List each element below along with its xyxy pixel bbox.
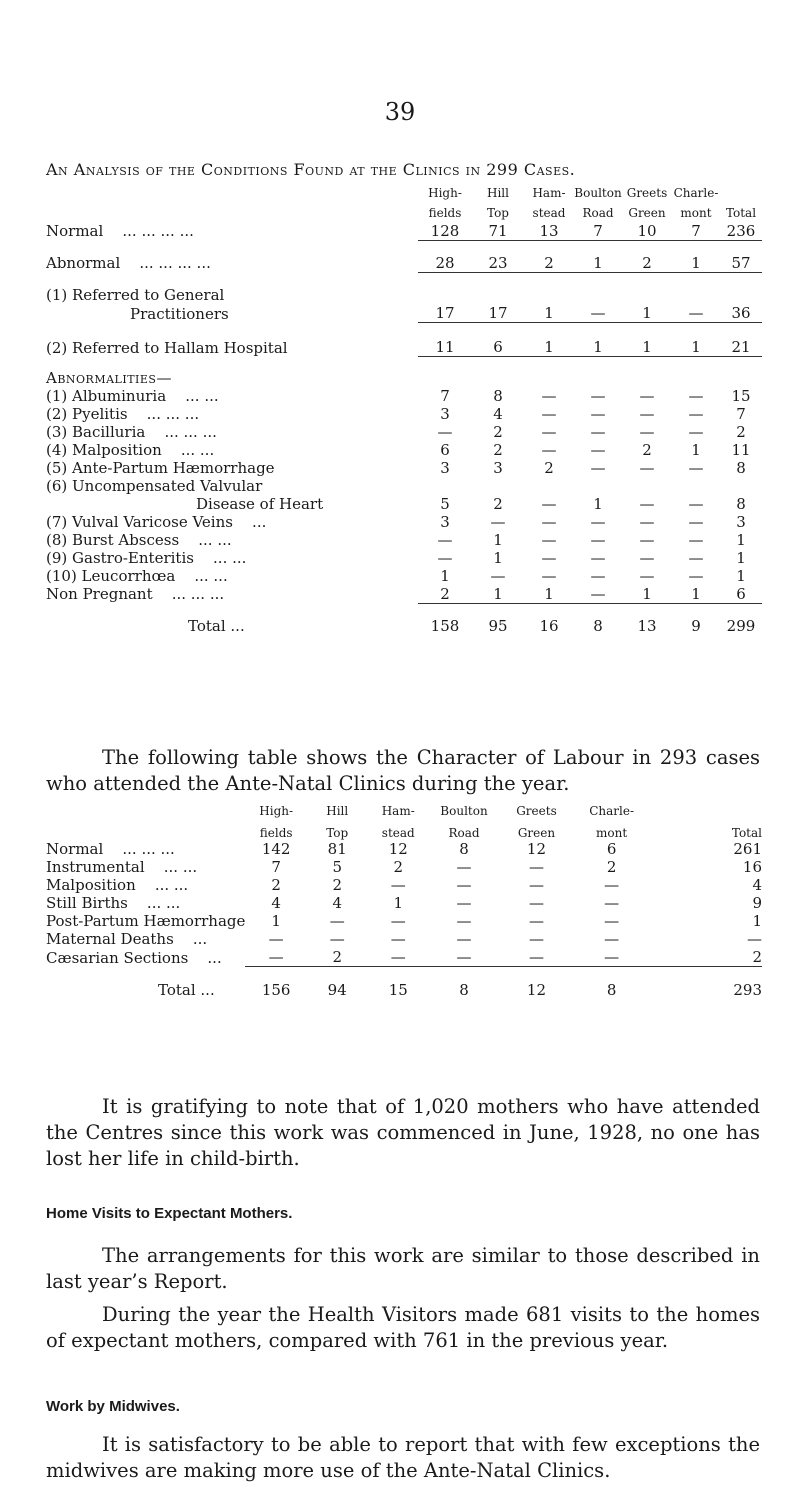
cell: 1 — [544, 304, 554, 322]
cell: 21 — [731, 338, 751, 356]
cell: 15 — [388, 980, 408, 999]
cell: — — [688, 512, 704, 531]
cell: 28 — [435, 253, 455, 272]
row-label: Cæsarian Sections — [46, 948, 189, 967]
cell: — — [590, 584, 606, 603]
cell: — — [329, 930, 345, 948]
leader-dots: ... — [207, 948, 222, 967]
cell: 1 — [736, 530, 746, 549]
labour-row — [46, 876, 762, 894]
cell: — — [639, 548, 655, 567]
paragraph-gratifying: It is gratifying to note that of 1,020 mothers who have attended the Centres since this work was commenced in June, 1928, no one has lost her life in child-birth. — [46, 1095, 760, 1170]
cell: 11 — [731, 440, 751, 459]
referred-hallam-row — [46, 335, 762, 357]
cell: 3 — [440, 404, 450, 423]
cell: — — [390, 876, 406, 894]
cell: — — [590, 530, 606, 549]
cell: 2 — [493, 422, 503, 441]
cell: — — [688, 404, 704, 423]
leader-dots: ... ... — [163, 858, 198, 876]
col-header: Charle- — [589, 804, 634, 818]
col-header: stead — [381, 826, 415, 840]
cell: — — [541, 494, 557, 513]
cell: — — [604, 912, 620, 930]
col-header: Boulton — [574, 186, 622, 200]
abnormality-row — [46, 531, 762, 549]
cell: 1 — [691, 584, 701, 603]
cell: — — [639, 458, 655, 477]
col-header: Green — [628, 206, 666, 220]
cell: 23 — [488, 253, 508, 272]
labour-row — [46, 840, 762, 858]
cell: 95 — [488, 617, 508, 635]
cell: — — [590, 422, 606, 441]
cell: 158 — [430, 617, 460, 635]
heading-midwives: Work by Midwives. — [46, 1398, 180, 1415]
cell: — — [590, 440, 606, 459]
cell: 1 — [752, 912, 762, 930]
cell: 7 — [736, 404, 746, 423]
col-header: fields — [428, 206, 462, 220]
cell: — — [528, 876, 544, 894]
cell: — — [590, 548, 606, 567]
paragraph-midwives: It is satisfactory to be able to report that with few exceptions the midwives are making more use of the Ante-Natal Clinics. — [46, 1433, 760, 1482]
cell: — — [268, 948, 284, 966]
cell: 13 — [539, 221, 559, 240]
cell: 12 — [388, 840, 408, 858]
col-header: Total — [731, 826, 762, 840]
cell: 1 — [642, 338, 652, 356]
col-header: Charle- — [673, 186, 719, 200]
cell: 15 — [731, 386, 751, 405]
table1-title: An Analysis of the Conditions Found at the Clinics in 299 Cases. — [46, 160, 576, 179]
col-header: fields — [259, 826, 293, 840]
cell: 6 — [440, 440, 450, 459]
table2-header-top — [46, 804, 762, 818]
cell: 7 — [440, 386, 450, 405]
cell: 11 — [435, 338, 455, 356]
cell: 3 — [736, 512, 746, 531]
cell: 7 — [691, 221, 701, 240]
referred-gp-row-2 — [46, 304, 762, 323]
row-label: Total ... — [188, 617, 245, 635]
row-label: Disease of Heart — [196, 494, 324, 513]
abnormality-row — [46, 477, 762, 495]
cell: 71 — [488, 221, 508, 240]
cell: — — [456, 948, 472, 966]
row-label: (9) Gastro-Enteritis — [46, 548, 194, 567]
cell: — — [688, 530, 704, 549]
cell: — — [437, 422, 453, 441]
leader-dots: ... ... ... — [122, 840, 175, 858]
cell — [672, 477, 720, 495]
cell: — — [688, 458, 704, 477]
row-label: (8) Burst Abscess — [46, 530, 180, 549]
divider — [418, 603, 762, 615]
cell: — — [541, 548, 557, 567]
cell: 4 — [493, 404, 503, 423]
col-header: Greets — [516, 804, 557, 818]
cell: — — [528, 948, 544, 966]
cell: 9 — [752, 894, 762, 912]
cell: 4 — [332, 894, 342, 912]
cell: — — [437, 530, 453, 549]
cell: 128 — [430, 221, 460, 240]
cell: — — [604, 876, 620, 894]
cell — [472, 477, 524, 495]
cell: 57 — [731, 253, 751, 272]
cell: — — [688, 386, 704, 405]
abnormal-row — [46, 250, 762, 272]
cell: — — [456, 930, 472, 948]
cell: — — [747, 930, 762, 948]
divider — [418, 323, 762, 335]
leader-dots: ... ... — [194, 566, 228, 585]
row-label: Malposition — [46, 876, 136, 894]
row-label: (1) Albuminuria — [46, 386, 167, 405]
cell: — — [528, 930, 544, 948]
row-label: Maternal Deaths — [46, 930, 174, 948]
cell: 2 — [544, 253, 554, 272]
cell: 1 — [544, 584, 554, 603]
divider — [418, 240, 762, 250]
row-label: Post-Partum Hæmorrhage — [46, 912, 246, 930]
cell: — — [268, 930, 284, 948]
abnormality-row — [46, 513, 762, 531]
row-label: (1) Referred to General — [46, 286, 225, 304]
paragraph-health-visitors: During the year the Health Visitors made 681 visits to the homes of expectant mothers, compared with 761 in the previous year. — [46, 1303, 760, 1352]
cell: 2 — [752, 948, 762, 966]
cell: 1 — [691, 253, 701, 272]
cell: — — [639, 494, 655, 513]
cell: 10 — [637, 221, 657, 240]
cell: — — [541, 512, 557, 531]
cell: — — [456, 912, 472, 930]
table2-header-bottom — [46, 818, 762, 840]
cell: — — [490, 512, 506, 531]
row-label: Practitioners — [130, 304, 229, 323]
cell: 1 — [493, 584, 503, 603]
cell: 1 — [493, 548, 503, 567]
row-label: (2) Referred to Hallam Hospital — [46, 338, 288, 357]
cell: — — [639, 512, 655, 531]
divider — [245, 967, 762, 979]
cell: — — [329, 912, 345, 930]
row-label: (2) Pyelitis — [46, 404, 128, 423]
cell: — — [639, 566, 655, 585]
cell: — — [688, 566, 704, 585]
total-row — [46, 615, 762, 635]
cell: — — [541, 530, 557, 549]
cell: 5 — [332, 858, 342, 876]
col-header: mont — [680, 206, 712, 220]
col-header: mont — [596, 826, 628, 840]
cell: 16 — [742, 858, 762, 876]
cell: — — [639, 386, 655, 405]
leader-dots: ... ... — [213, 548, 247, 567]
cell: 1 — [691, 440, 701, 459]
cell: 261 — [733, 840, 762, 858]
cell: — — [688, 494, 704, 513]
cell: 17 — [488, 304, 508, 322]
row-label: Abnormal — [46, 254, 121, 272]
cell: — — [604, 930, 620, 948]
heading-home-visits: Home Visits to Expectant Mothers. — [46, 1205, 293, 1222]
row-label: (6) Uncompensated Valvular — [46, 476, 263, 495]
divider — [418, 272, 762, 284]
cell: 1 — [544, 338, 554, 356]
col-header: stead — [532, 206, 566, 220]
cell: 3 — [440, 458, 450, 477]
col-header: Boulton — [440, 804, 488, 818]
col-header: Total — [725, 206, 757, 220]
table1-header-bottom — [46, 200, 762, 220]
cell — [622, 477, 672, 495]
cell — [524, 477, 574, 495]
cell: 2 — [332, 948, 342, 966]
cell: 8 — [493, 386, 503, 405]
cell: 6 — [736, 584, 746, 603]
cell: 1 — [393, 894, 404, 912]
cell: 1 — [493, 530, 503, 549]
labour-row — [46, 894, 762, 912]
col-header: Road — [582, 206, 614, 220]
leader-dots: ... ... ... ... — [139, 254, 211, 272]
col-header: Top — [487, 206, 509, 220]
cell: 236 — [726, 221, 756, 240]
cell: — — [688, 422, 704, 441]
col-header: High- — [259, 804, 294, 818]
row-label: Non Pregnant — [46, 585, 153, 603]
cell: — — [590, 304, 606, 322]
cell: 2 — [440, 584, 450, 603]
col-header: High- — [428, 186, 462, 200]
cell: 2 — [493, 494, 503, 513]
cell: 2 — [736, 422, 746, 441]
cell: 8 — [736, 458, 746, 477]
cell: — — [541, 440, 557, 459]
cell: 94 — [327, 980, 347, 999]
cell: — — [590, 566, 606, 585]
cell — [720, 477, 762, 495]
cell: 8 — [459, 980, 469, 999]
cell: 2 — [332, 876, 342, 894]
cell: — — [604, 894, 620, 912]
cell: 1 — [736, 566, 746, 585]
total-row — [46, 979, 762, 999]
cell: — — [590, 404, 606, 423]
cell: — — [437, 548, 453, 567]
cell: — — [639, 422, 655, 441]
cell: 8 — [593, 617, 603, 635]
cell: — — [688, 304, 704, 322]
abnormality-row — [46, 549, 762, 567]
cell: 8 — [736, 494, 746, 513]
cell: — — [639, 530, 655, 549]
cell: — — [590, 386, 606, 405]
cell — [574, 477, 622, 495]
cell: 4 — [271, 894, 281, 912]
cell: — — [604, 948, 620, 966]
cell: 1 — [271, 912, 281, 930]
col-header: Greets — [626, 186, 668, 200]
cell: 6 — [493, 338, 503, 356]
labour-row — [46, 930, 762, 948]
cell: 8 — [606, 980, 617, 999]
abnormality-row — [46, 567, 762, 585]
cell: — — [590, 512, 606, 531]
cell: 3 — [493, 458, 503, 477]
cell: 3 — [440, 512, 450, 531]
cell: — — [390, 930, 406, 948]
leader-dots: ... ... ... ... — [122, 222, 194, 240]
row-label: (3) Bacilluria — [46, 422, 146, 441]
cell: — — [390, 948, 406, 966]
col-header: Road — [448, 826, 480, 840]
cell: 142 — [261, 840, 291, 858]
cell: — — [541, 566, 557, 585]
cell: — — [390, 912, 406, 930]
cell: 2 — [271, 876, 281, 894]
col-header — [720, 186, 762, 200]
leader-dots: ... ... — [185, 386, 219, 405]
cell: 6 — [606, 840, 617, 858]
leader-dots: ... — [252, 512, 267, 531]
abnormality-row — [46, 423, 762, 441]
cell: — — [639, 404, 655, 423]
cell: 293 — [733, 980, 762, 999]
cell: — — [541, 404, 557, 423]
cell: 1 — [593, 338, 603, 356]
labour-row — [46, 948, 762, 967]
leader-dots: ... ... — [146, 894, 181, 912]
cell: 1 — [440, 566, 450, 585]
leader-dots: ... ... ... — [146, 404, 200, 423]
leader-dots: ... ... ... — [171, 585, 225, 603]
cell: 1 — [593, 253, 603, 272]
cell: 1 — [593, 494, 603, 513]
cell: 2 — [642, 253, 652, 272]
cell: 13 — [637, 617, 657, 635]
cell: — — [528, 894, 544, 912]
cell: — — [456, 858, 472, 876]
cell: 4 — [752, 876, 762, 894]
row-label: Still Births — [46, 894, 128, 912]
row-label: (4) Malposition — [46, 440, 162, 459]
col-header: Green — [517, 826, 556, 840]
cell: — — [541, 422, 557, 441]
normal-row — [46, 220, 762, 240]
row-label: Instrumental — [46, 858, 145, 876]
leader-dots: ... — [192, 930, 208, 948]
labour-row — [46, 912, 762, 930]
paragraph-labour-intro: The following table shows the Character of Labour in 293 cases who attended the Ante-Natal Clinics during the year. — [46, 746, 760, 795]
cell: 1 — [691, 338, 701, 356]
cell: 2 — [493, 440, 503, 459]
cell: 1 — [642, 584, 652, 603]
cell: 5 — [440, 494, 450, 513]
cell: — — [541, 386, 557, 405]
row-label: Normal — [46, 840, 104, 858]
abnormality-row — [46, 405, 762, 423]
section-heading: Abnormalities— — [46, 368, 172, 387]
cell: 299 — [726, 617, 756, 635]
cell — [418, 477, 472, 495]
row-label: (7) Vulval Varicose Veins — [46, 512, 233, 531]
labour-row — [46, 858, 762, 876]
labour-character-table — [46, 804, 762, 999]
row-label: (10) Leucorrhœa — [46, 566, 176, 585]
cell: 81 — [327, 840, 347, 858]
abnormality-row — [46, 585, 762, 604]
cell: 16 — [539, 617, 559, 635]
cell: — — [528, 858, 544, 876]
col-header — [649, 804, 762, 818]
cell: 9 — [691, 617, 701, 635]
conditions-table — [46, 186, 762, 635]
row-label: Total ... — [158, 980, 215, 999]
cell: 12 — [526, 840, 547, 858]
divider — [418, 357, 762, 367]
abnormality-row — [46, 495, 762, 513]
cell: — — [490, 566, 506, 585]
paragraph-arrangements: The arrangements for this work are similar to those described in last year’s Report. — [46, 1244, 760, 1293]
cell: — — [590, 458, 606, 477]
cell: 1 — [736, 548, 746, 567]
cell: 2 — [393, 858, 404, 876]
cell: 17 — [435, 304, 455, 322]
col-header: Ham- — [381, 804, 415, 818]
cell: 156 — [261, 980, 291, 999]
leader-dots: ... ... ... — [164, 422, 217, 441]
page-number: 39 — [384, 98, 416, 126]
cell: — — [528, 912, 544, 930]
abnormalities-heading-row — [46, 367, 762, 387]
col-header: Top — [326, 826, 349, 840]
col-header: Hill — [487, 186, 509, 200]
abnormality-row — [46, 459, 762, 477]
cell: — — [456, 894, 472, 912]
leader-dots: ... ... — [154, 876, 189, 894]
cell: 1 — [642, 304, 652, 322]
col-header: Ham- — [532, 186, 566, 200]
cell: 7 — [271, 858, 281, 876]
cell: 36 — [731, 304, 751, 322]
abnormality-row — [46, 387, 762, 405]
cell: 12 — [526, 980, 547, 999]
abnormality-row — [46, 441, 762, 459]
leader-dots: ... ... — [198, 530, 232, 549]
cell: 8 — [459, 840, 469, 858]
row-label: (5) Ante-Partum Hæmorrhage — [46, 458, 275, 477]
cell: 2 — [642, 440, 652, 459]
col-header: Hill — [326, 804, 349, 818]
referred-gp-row-1 — [46, 284, 762, 304]
cell: 2 — [606, 858, 617, 876]
table1-header-top — [46, 186, 762, 200]
cell: 7 — [593, 221, 603, 240]
cell: 2 — [544, 458, 554, 477]
leader-dots: ... ... — [180, 440, 215, 459]
cell: — — [456, 876, 472, 894]
cell: — — [688, 548, 704, 567]
row-label: Normal — [46, 222, 104, 240]
